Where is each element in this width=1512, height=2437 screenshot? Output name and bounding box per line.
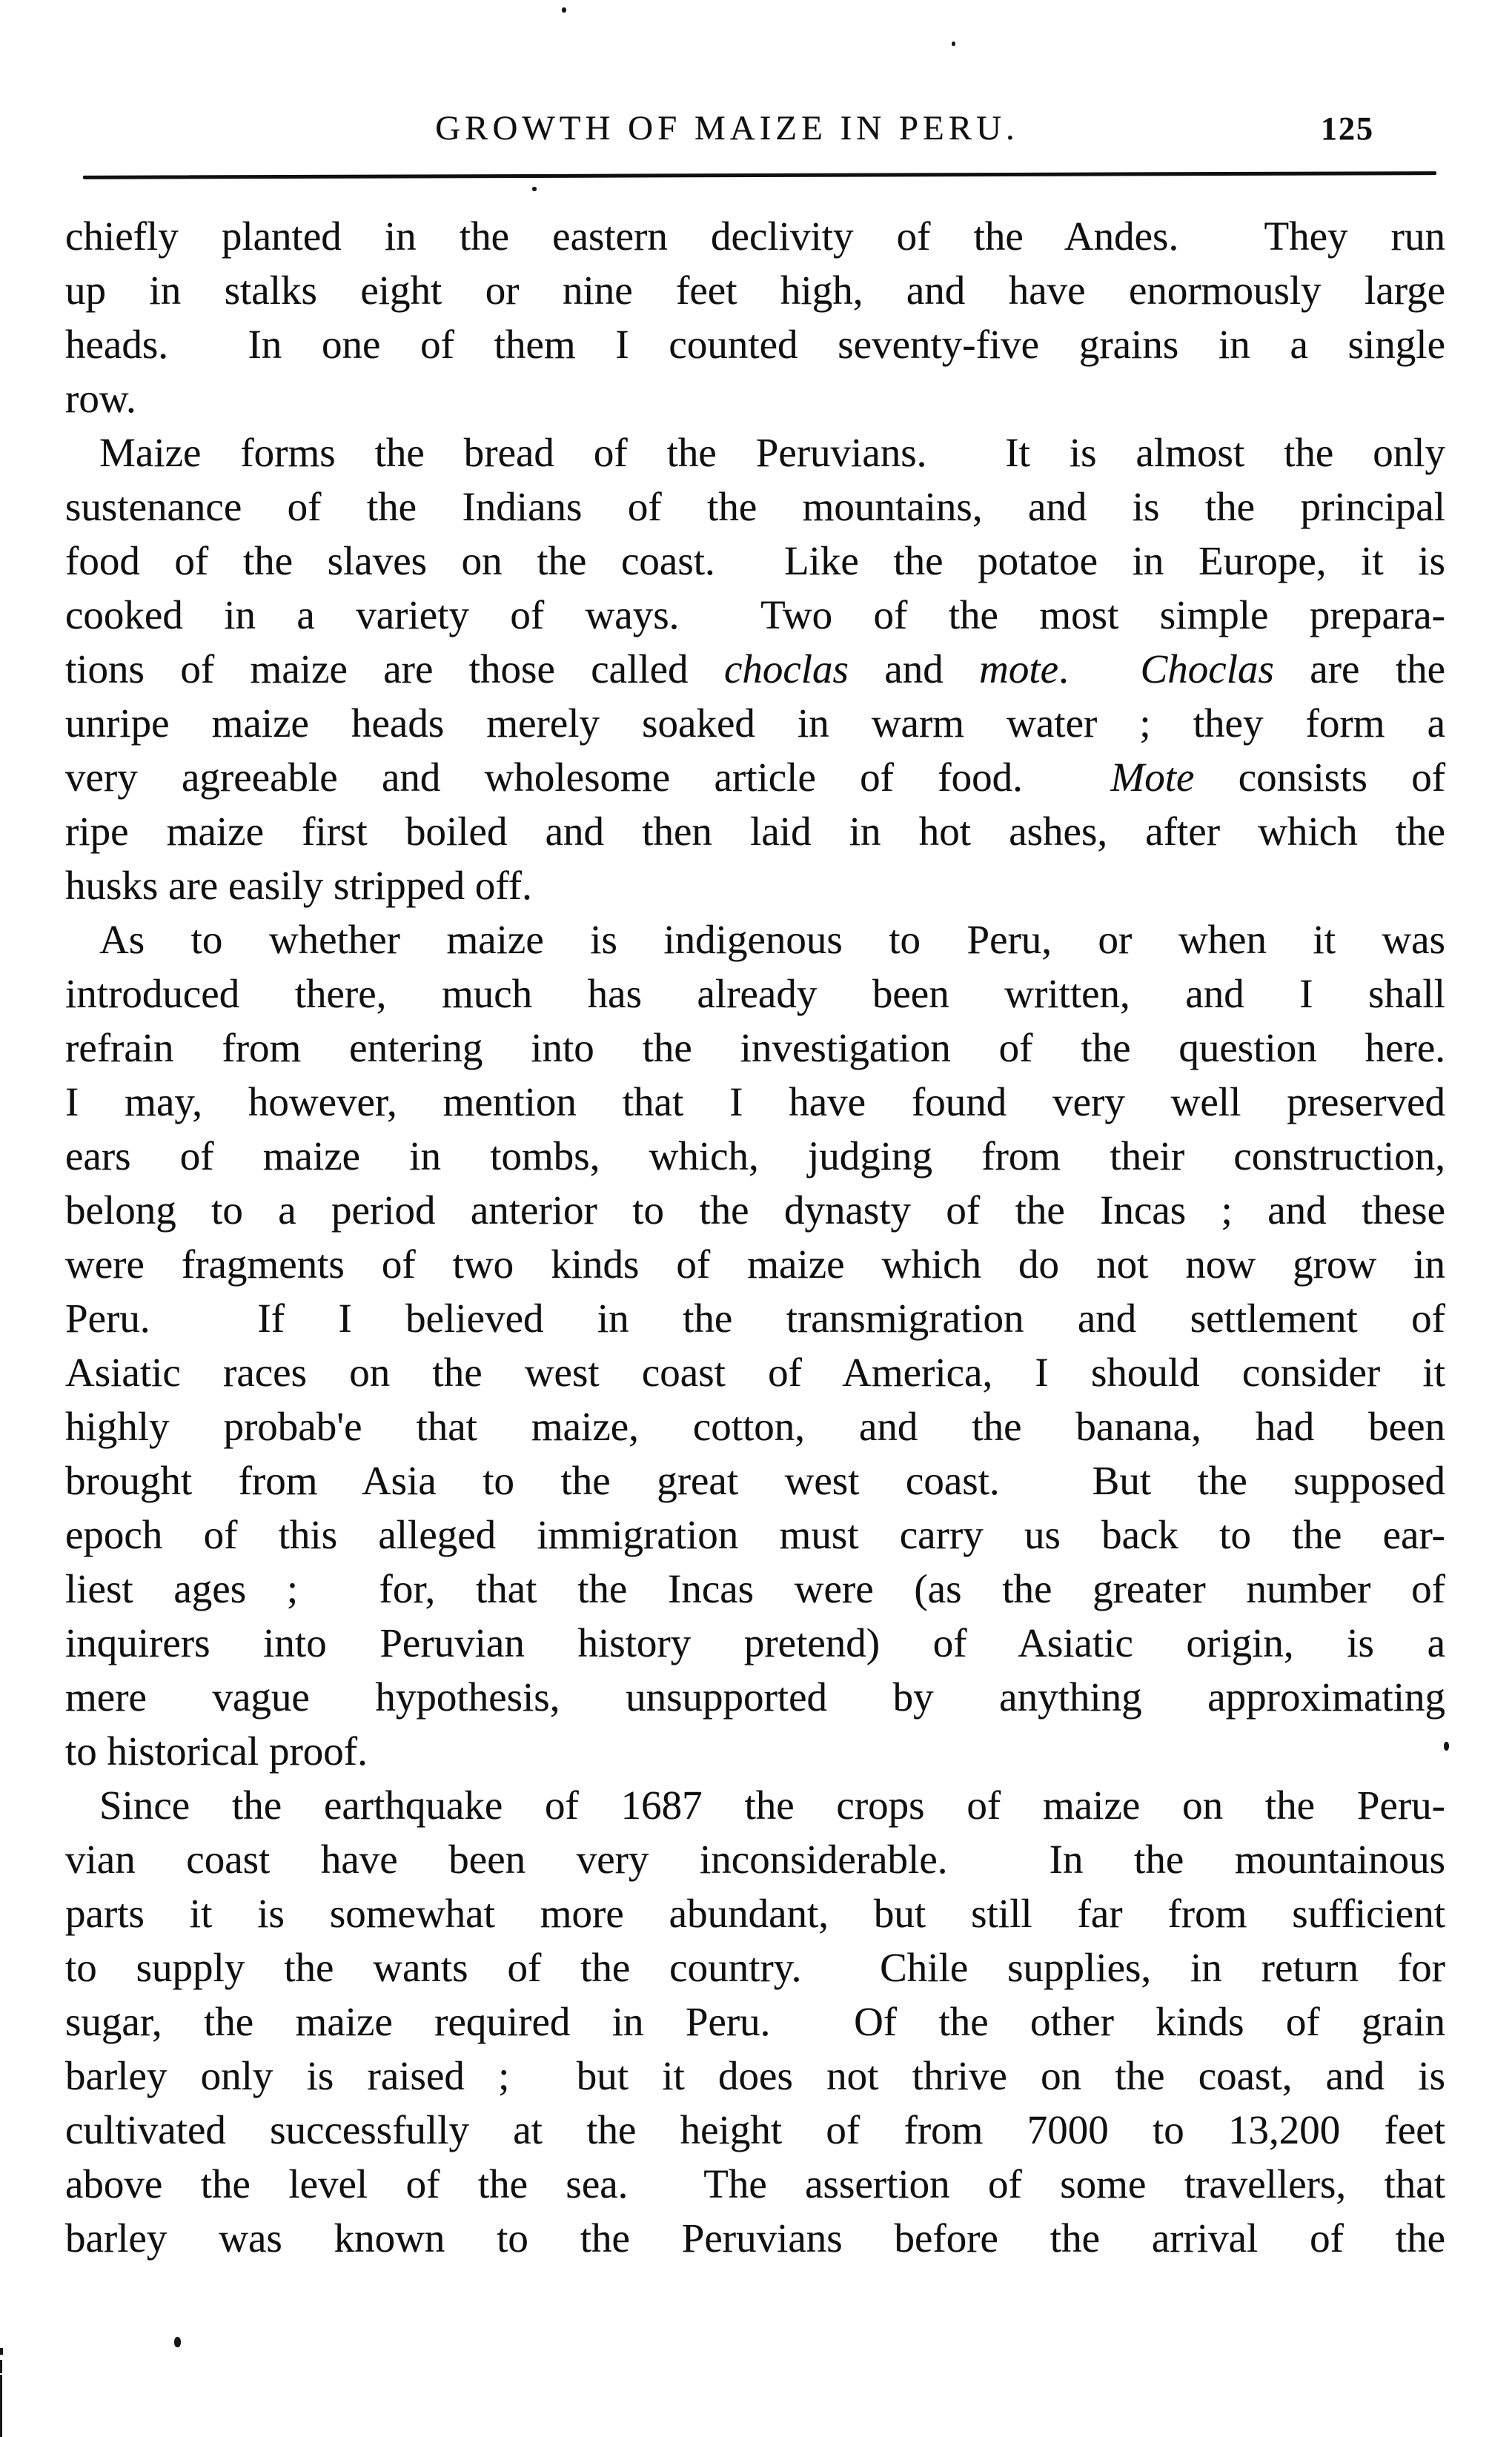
text-line: very agreeable and wholesome article of food. Mote consists of <box>65 755 1446 800</box>
running-title: GROWTH OF MAIZE IN PERU. <box>435 109 1019 147</box>
text-line: above the level of the sea. The assertion of some travellers, that <box>65 2161 1445 2206</box>
text-line: As to whether maize is indigenous to Peru, or when it was <box>99 917 1445 962</box>
text-line: sustenance of the Indians of the mountains, and is the principal <box>65 484 1445 529</box>
text-line: introduced there, much has already been written, and I shall <box>65 971 1445 1016</box>
text-line: vian coast have been very inconsiderable. In the mountainous <box>65 1837 1445 1882</box>
text-line: liest ages ; for, that the Incas were (as the greater number of <box>65 1566 1445 1611</box>
text-line: parts it is somewhat more abundant, but still far from sufficient <box>65 1891 1445 1936</box>
text-line: epoch of this alleged immigration must carry us back to the ear- <box>65 1512 1445 1557</box>
text-line: cultivated successfully at the height of from 7000 to 13,200 feet <box>65 2107 1445 2152</box>
body-text <box>65 209 1445 2265</box>
text-line: Since the earthquake of 1687 the crops of maize on the Peru- <box>99 1783 1445 1828</box>
text-line: to supply the wants of the country. Chile supplies, in return for <box>65 1945 1445 1990</box>
ink-speck <box>952 42 955 46</box>
text-line: Asiatic races on the west coast of America, I should consider it <box>65 1350 1445 1395</box>
text-line: husks are easily stripped off. <box>65 863 532 908</box>
ink-speck <box>1444 1742 1449 1751</box>
page-header <box>65 108 1445 156</box>
text-line: ripe maize first boiled and then laid in hot ashes, after which the <box>65 809 1445 854</box>
text-line: unripe maize heads merely soaked in warm water ; they form a <box>65 700 1445 746</box>
scan-edge-mark <box>0 2360 2 2373</box>
text-line: brought from Asia to the great west coast. But the supposed <box>65 1458 1445 1503</box>
ink-speck <box>562 7 566 13</box>
text-line: heads. In one of them I counted seventy-five grains in a single <box>65 322 1445 367</box>
text-line: barley was known to the Peruvians before the arrival of the <box>65 2215 1445 2261</box>
text-line: food of the slaves on the coast. Like the potatoe in Europe, it is <box>65 538 1445 583</box>
text-line: belong to a period anterior to the dynasty of the Incas ; and these <box>65 1187 1445 1233</box>
header-rule <box>83 171 1436 179</box>
ink-speck <box>532 187 537 191</box>
text-line: refrain from entering into the investigation of the question here. <box>65 1025 1445 1070</box>
text-line: mere vague hypothesis, unsupported by anything approximating <box>65 1674 1445 1720</box>
text-line: cooked in a variety of ways. Two of the most simple prepara- <box>65 592 1445 637</box>
text-line: highly probab'e that maize, cotton, and the banana, had been <box>65 1404 1445 1449</box>
text-line: to historical proof. <box>65 1728 368 1774</box>
ink-speck <box>174 2337 181 2347</box>
text-line: barley only is raised ; but it does not thrive on the coast, and is <box>65 2053 1445 2098</box>
text-line: Peru. If I believed in the transmigration and settlement of <box>65 1296 1445 1341</box>
text-line: I may, however, mention that I have found very well preserved <box>65 1079 1445 1124</box>
text-line: sugar, the maize required in Peru. Of the other kinds of grain <box>65 1999 1445 2044</box>
text-line: row. <box>65 376 136 421</box>
text-line: tions of maize are those called choclas and mote. Choclas are the <box>65 646 1445 692</box>
text-line: ears of maize in tombs, which, judging from their construction, <box>65 1133 1445 1178</box>
text-line: were fragments of two kinds of maize which do not now grow in <box>65 1241 1445 1287</box>
text-line: chiefly planted in the eastern declivity of the Andes. They run <box>65 213 1445 259</box>
text-line: up in stalks eight or nine feet high, and have enormously large <box>65 268 1445 313</box>
text-line: Maize forms the bread of the Peruvians. It is almost the only <box>99 430 1445 475</box>
text-line: inquirers into Peruvian history pretend) of Asiatic origin, is a <box>65 1620 1445 1665</box>
page-number: 125 <box>1321 110 1374 147</box>
scan-edge-mark <box>0 2348 3 2355</box>
scan-edge-mark <box>0 2375 2 2437</box>
